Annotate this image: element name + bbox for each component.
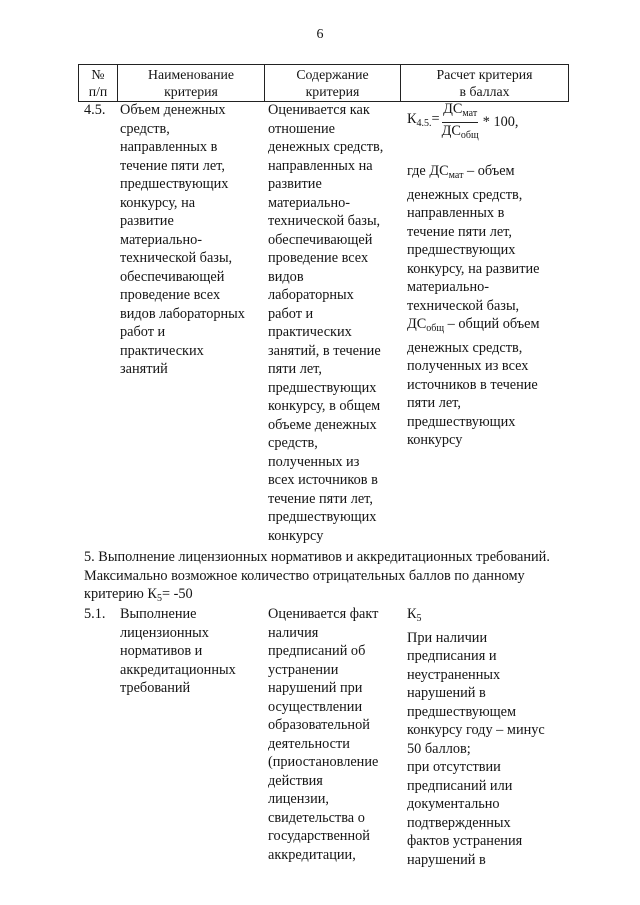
formula-rhs: * 100, xyxy=(482,113,519,130)
header-content: Содержание критерия xyxy=(264,65,400,101)
section-5-heading: 5. Выполнение лицензионных нормативов и аккредитационных требований. Максимально возможное количество отрицательных баллов по данному критерию $К_5= -50$ xyxy=(84,549,550,604)
formula-fraction xyxy=(442,101,479,144)
row-5-1-description: Оценивается факт наличия предписаний об устранении нарушений при осуществлении образовательной деятельности (приостановление действия лицензии, свидетельства о государственной аккредитации, xyxy=(268,606,379,863)
row-4-5-number: 4.5. xyxy=(84,102,106,118)
row-4-5-description: Оценивается как отношение денежных средств, направленных на развитие материально- технической базы, обеспечивающей проведение всех видов лабораторных работ и практических занятий, в течение пяти лет, предшествующих конкурсу, в общем объеме денежных средств, полученных из всех источников в течение пяти лет, предшествующих конкурсу xyxy=(268,102,384,544)
row-5-1-number: 5.1. xyxy=(84,606,106,622)
formula-numerator: $ДС_{мат}$ xyxy=(442,101,478,123)
row-4-5-formula xyxy=(407,101,518,143)
row-5-1-calculation: $К_5$ При наличии предписания и неустраненных нарушений в предшествующем конкурсу году – минус 50 баллов; при отсутствии предписаний или документально подтвержденных фактов устранения нарушений в xyxy=(407,606,545,868)
table-header xyxy=(78,64,569,102)
header-name: Наименование критерия xyxy=(117,65,264,101)
page-number: 6 xyxy=(316,27,324,42)
formula-lhs: $К_{4.5.}=$ xyxy=(407,111,440,130)
header-calculation: Расчет критерия в баллах xyxy=(400,65,568,101)
row-4-5-calculation: где $ДС_{мат}$ – объем денежных средств, направленных в течение пяти лет, предшествующих конкурсу, на развитие материально- технической базы, $ДС_{общ}$ – общий объем денежных средств, полученных из всех источников в течение пяти лет, предшествующих конкурсу xyxy=(407,163,540,448)
row-4-5-name: Объем денежных средств, направленных в течение пяти лет, предшествующих конкурсу, на развитие материально- технической базы, обеспечивающей проведение всех видов лабораторных работ и практических занятий xyxy=(120,102,245,377)
header-number: № п/п xyxy=(88,67,108,99)
row-5-1-name: Выполнение лицензионных нормативов и аккредитационных требований xyxy=(120,606,236,696)
formula-denominator: $ДС_{общ}$ xyxy=(441,122,479,141)
